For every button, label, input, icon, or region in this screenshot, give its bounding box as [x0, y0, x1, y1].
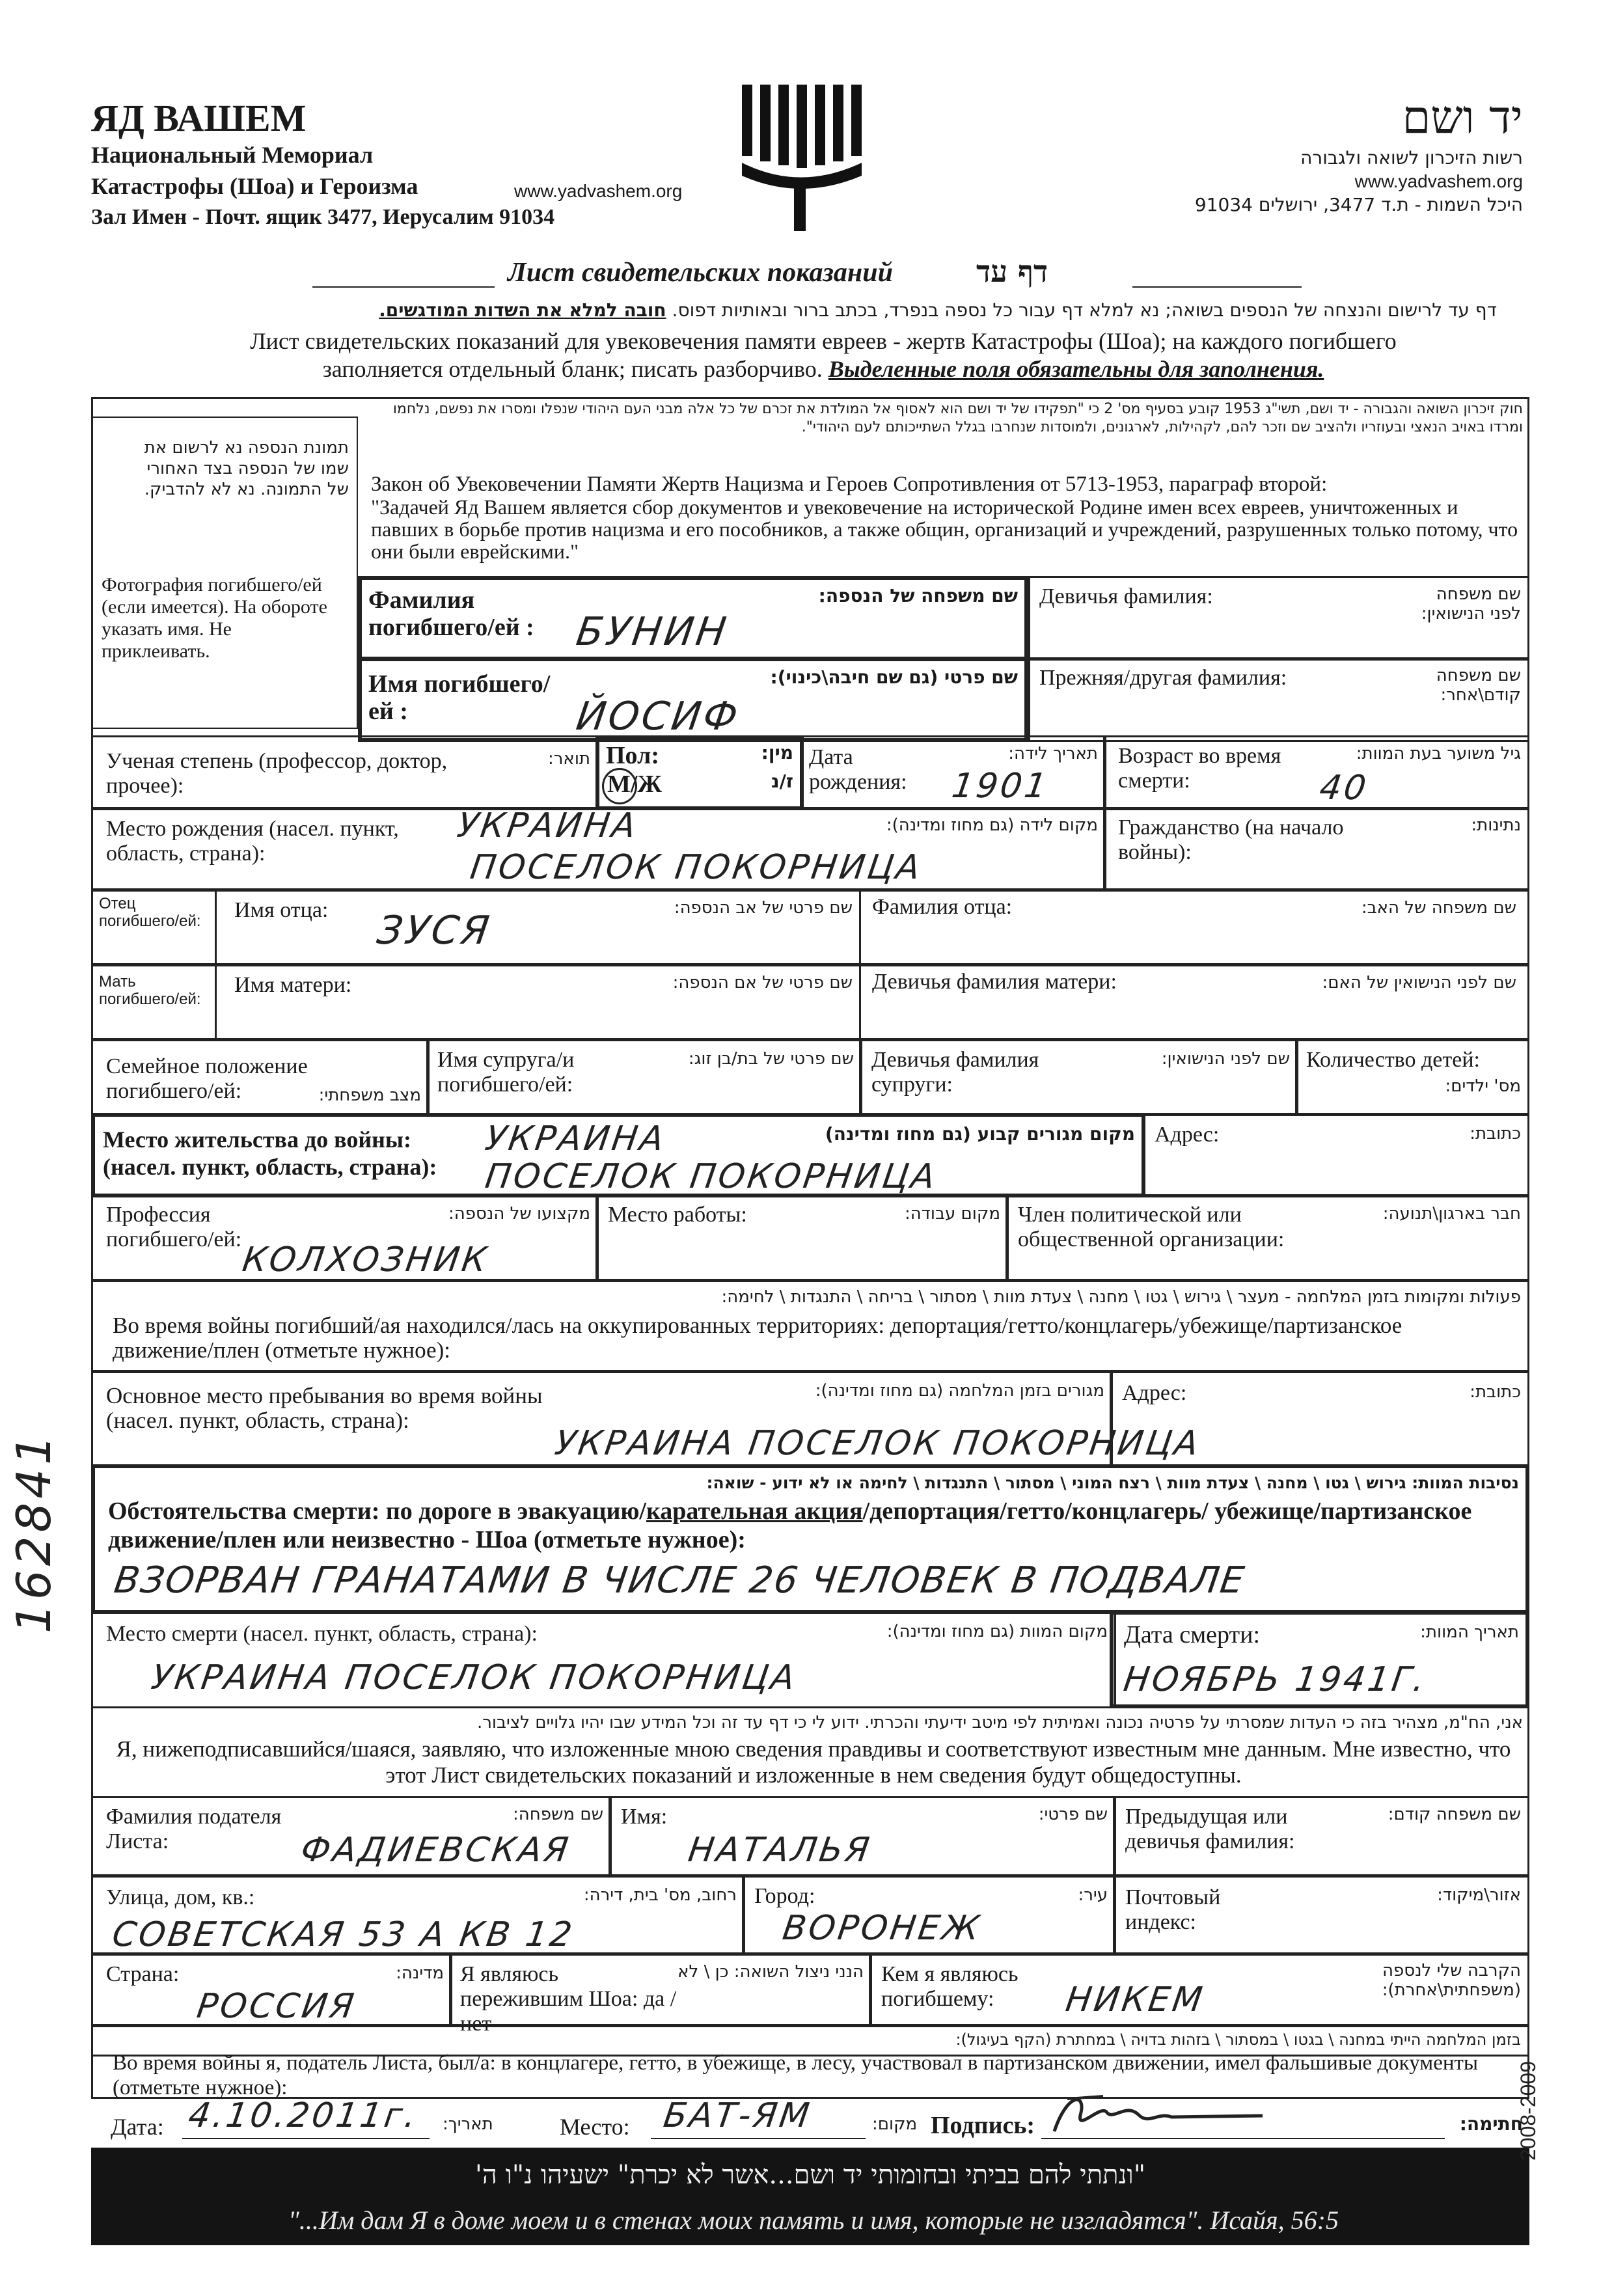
- death-place-field[interactable]: [91, 1611, 1116, 1708]
- organization-label-he: חבר בארגון\תנועה:: [1382, 1204, 1521, 1223]
- sign-date-underline: [182, 2138, 430, 2139]
- declaration-he: אני, הח"מ, מצהיר בזה כי העדות שמסרתי על פרטיה נכונה ואמיתית לפי מיטב ידיעתי והכרתי. ידוע לי כי דף עד זה וכל המידע שבו יהיו גלויים לציבור.: [476, 1713, 1523, 1732]
- wartime-he: פעולות ומקומות בזמן המלחמה - מעצר \ גירוש \ גטו \ מחנה \ צעדת מוות \ מסתור \ בריחה \ התנגדות \ לחימה:: [721, 1287, 1521, 1307]
- submitter-prev-label-he: שם משפחה קודם:: [1388, 1805, 1521, 1824]
- org-address-he: היכל השמות - ת.ד 3477, ירושלים 91034: [1194, 194, 1523, 215]
- birthplace-value-1: УКРАИНА: [454, 806, 641, 845]
- mother-divider: [215, 963, 217, 1041]
- sex-options-he: ז/נ: [771, 771, 793, 792]
- mother-name-label-he: שם פרטי של אם הנספה:: [672, 973, 853, 992]
- wartime-block[interactable]: [91, 1279, 1529, 1373]
- org-subtitle-he: רשות הזיכרון לשואה ולגבורה: [1300, 147, 1523, 169]
- death-date-field[interactable]: [1110, 1611, 1529, 1708]
- sex-selected-circle: [602, 768, 637, 804]
- street-label-he: רחוב, מס' בית, דירה:: [583, 1885, 737, 1905]
- age-value: 40: [1317, 769, 1371, 808]
- country-label-he: מדינה:: [396, 1963, 444, 1983]
- street-label-ru: Улица, дом, кв.:: [106, 1885, 255, 1909]
- title-rule-right: [1132, 286, 1302, 288]
- maiden-name-field[interactable]: [1028, 576, 1529, 661]
- maiden-label-he: שם משפחה לפני הנישואין:: [1421, 584, 1521, 623]
- organization-label-ru: Член политической или общественной организации:: [1018, 1203, 1285, 1251]
- sign-label-ru: Подпись:: [931, 2112, 1035, 2139]
- death-place-label-ru: Место смерти (насел. пункт, область, страна):: [106, 1622, 538, 1646]
- children-label-ru: Количество детей:: [1306, 1048, 1480, 1072]
- residence-label-he: מקום מגורים קבוע (גם מחוז ומדינה): [825, 1123, 1135, 1145]
- residence-address-label-ru: Адрес:: [1155, 1123, 1220, 1147]
- mother-maiden-label-ru: Девичья фамилия матери:: [872, 970, 1117, 994]
- maiden-label-ru: Девичья фамилия:: [1039, 584, 1213, 608]
- submitter-name-field[interactable]: [609, 1796, 1116, 1878]
- edition-year: 2008-2009: [1516, 2060, 1540, 2161]
- submitter-surname-label-ru: Фамилия подателя Листа:: [106, 1805, 282, 1853]
- mother-side-label: Мать погибшего/ей:: [99, 973, 201, 1008]
- death-date-label-he: תאריך המוות:: [1420, 1622, 1519, 1642]
- prev-surname-field[interactable]: [1028, 657, 1529, 742]
- relation-field[interactable]: [869, 1952, 1529, 2027]
- death-circ-value: ВЗОРВАН ГРАНАТАМИ В ЧИСЛЕ 26 ЧЕЛОВЕК В ПОДВАЛЕ: [111, 1559, 1248, 1602]
- surname-value: БУНИН: [573, 609, 732, 655]
- workplace-label-he: מקום עבודה:: [904, 1204, 1000, 1223]
- survivor-label-he: הנני ניצול השואה: כן \ לא: [677, 1962, 864, 1982]
- sign-date-label-he: תאריך:: [443, 2114, 493, 2134]
- survivor-field[interactable]: [449, 1952, 872, 2036]
- street-value: СОВЕТСКАЯ 53 А КВ 12: [109, 1915, 577, 1954]
- death-circ-ru-c: /депортация/гетто/концлагерь/ убежище/партизанское движение/плен или неизвестно - Шоа (отметьте нужное):: [108, 1497, 1472, 1553]
- photo-label-ru: Фотография погибшего/ей (если имеется). На обороте указать имя. Не приклеивать.: [102, 574, 327, 662]
- submitter-wartime-ru: Во время войны я, податель Листа, был/а: в концлагере, гетто, в убежище, в лесу, участвовал в партизанском движении, имел фальшивые документы (отметьте нужное):: [113, 2051, 1479, 2099]
- sign-place-label-he: מקום:: [872, 2114, 918, 2134]
- form-title-he: דף עד: [976, 254, 1048, 289]
- spouse-maiden-field[interactable]: [859, 1038, 1298, 1116]
- city-label-ru: Город:: [754, 1884, 815, 1908]
- wartime-place-value: УКРАИНА ПОСЕЛОК ПОКОРНИЦА: [552, 1424, 1203, 1463]
- submitter-name-value: НАТАЛЬЯ: [685, 1831, 875, 1870]
- age-label-ru: Возраст во время смерти:: [1118, 744, 1281, 793]
- death-date-value: НОЯБРЬ 1941Г.: [1121, 1660, 1430, 1699]
- sex-label-ru: Пол:: [606, 742, 660, 769]
- death-circumstances-field[interactable]: [91, 1464, 1529, 1614]
- header-left: [91, 98, 742, 233]
- submitter-surname-value: ФАДИЕВСКАЯ: [298, 1831, 573, 1870]
- footer-quote-he: "ונתתי להם בביתי ובחומותי יד ושם...אשר לא יכרת" ישעיהו נ"ו ה': [474, 2160, 1146, 2190]
- declaration-ru: Я, нижеподписавшийся/шаяся, заявляю, что изложенные мною сведения правдивы и соответствуют известным мне данным. Мне известно, что этот Лист свидетельских показаний и изложенные в нем сведения будут общедоступны.: [116, 1736, 1511, 1788]
- country-value: РОССИЯ: [194, 1987, 359, 2026]
- first-name-label-he: שם פרטי (גם שם חיבה\כינוי):: [770, 666, 1018, 688]
- country-label-ru: Страна:: [106, 1962, 180, 1986]
- submitter-city-field[interactable]: [742, 1874, 1116, 1956]
- handwritten-signature[interactable]: [1041, 2086, 1276, 2144]
- intro-he-required: חובה למלא את השדות המודגשים.: [379, 299, 666, 321]
- submitter-prev-field[interactable]: [1113, 1796, 1529, 1878]
- residence-value-2: ПОСЕЛОК ПОКОРНИЦА: [482, 1157, 940, 1196]
- law-ru-title: Закон об Увековечении Памяти Жертв Нацизма и Героев Сопротивления от 5713-1953, параграф второй:: [371, 472, 1328, 496]
- children-label-he: מס' ילדים:: [1445, 1076, 1521, 1096]
- city-value: ВОРОНЕЖ: [780, 1909, 985, 1948]
- children-count-field[interactable]: [1295, 1038, 1529, 1116]
- first-name-field[interactable]: [358, 657, 1028, 742]
- surname-label-he: שם משפחה של הנספה:: [818, 585, 1018, 607]
- death-place-value: УКРАИНА ПОСЕЛОК ПОКОРНИЦА: [148, 1658, 800, 1697]
- photo-label-he: תמונת הנספה נא לרשום את שמו של הנספה בצד האחורי של התמונה. נא לא להדביק.: [144, 438, 349, 499]
- organization-field[interactable]: [1005, 1194, 1529, 1282]
- citizenship-label-ru: Гражданство (на начало войны):: [1118, 815, 1344, 864]
- birthplace-label-he: מקום לידה (גם מחוז ומדינה):: [886, 815, 1098, 835]
- mother-mid-divider: [859, 963, 861, 1041]
- form-title-ru: Лист свидетельских показаний: [508, 258, 893, 288]
- submitter-prev-label-ru: Предыдущая или девичья фамилия:: [1125, 1805, 1295, 1853]
- submitter-name-label-ru: Имя:: [621, 1805, 668, 1829]
- father-name-value[interactable]: ЗУСЯ: [374, 908, 495, 953]
- degree-label-ru: Ученая степень (профессор, доктор, прочее):: [106, 749, 448, 798]
- sign-label-he: חתימה:: [1459, 2113, 1523, 2135]
- submitter-name-label-he: שם פרטי:: [1038, 1805, 1108, 1824]
- photo-box[interactable]: [91, 417, 358, 729]
- spouse-name-field[interactable]: [426, 1038, 862, 1116]
- wartime-address-field[interactable]: [1110, 1370, 1529, 1468]
- sex-field[interactable]: [595, 735, 804, 810]
- sign-underline: [1041, 2138, 1445, 2139]
- marital-label-he: מצב משפחתי:: [318, 1086, 421, 1105]
- citizenship-label-he: נתינות:: [1471, 815, 1521, 835]
- first-name-value: ЙОСИФ: [573, 694, 743, 739]
- submitter-street-field[interactable]: [91, 1874, 745, 1956]
- intro-ru-2-text: заполняется отдельный бланк; писать разборчиво.: [322, 356, 828, 382]
- dob-value: 1901: [949, 767, 1052, 806]
- sign-date-value[interactable]: 4.10.2011г.: [185, 2096, 421, 2135]
- prev-surname-label-he: שם משפחה קודם\אחר:: [1436, 666, 1521, 705]
- wartime-address-label-he: כתובת:: [1470, 1382, 1521, 1402]
- father-name-label-ru: Имя отца:: [234, 898, 329, 922]
- submitter-surname-label-he: שם משפחה:: [513, 1805, 603, 1824]
- header-right: [1074, 91, 1523, 217]
- relation-label-he: הקרבה שלי לנספה (משפחתית\אחרת):: [1382, 1961, 1521, 2000]
- law-ru-text: "Задачей Яд Вашем является сбор документов и увековечение на исторической Родине имен всех евреев, уничтоженных и павших в борьбе против нацизма и его пособников, а также общин, организаций и учреждений, разрушенных только потому, что они были еврейскими.": [371, 495, 1518, 563]
- submitter-surname-field[interactable]: [91, 1796, 612, 1878]
- zip-label-ru: Почтовый индекс:: [1125, 1885, 1221, 1934]
- birthplace-label-ru: Место рождения (насел. пункт, область, страна):: [106, 817, 399, 866]
- intro-ru-2-required: Выделенные поля обязательны для заполнения.: [828, 356, 1324, 382]
- title-rule-left: [312, 286, 495, 288]
- sign-place-label-ru: Место:: [560, 2114, 630, 2140]
- dob-field[interactable]: [800, 735, 1106, 810]
- spouse-maiden-label-he: שם לפני הנישואין:: [1161, 1049, 1290, 1069]
- intro-ru-2: [140, 357, 1507, 381]
- submitter-wartime-he: בזמן המלחמה הייתי במחנה \ בגטו \ במסתור \ בזהות בדויה \ במחתרת (הקף בעיגול):: [955, 2030, 1521, 2049]
- prev-surname-label-ru: Прежняя/другая фамилия:: [1039, 666, 1287, 690]
- wartime-place-label-ru: Основное место пребывания во время войны (насел. пункт, область, страна):: [106, 1383, 543, 1433]
- intro-ru-1: Лист свидетельских показаний для увековечения памяти евреев - жертв Катастрофы (Шоа); на каждого погибшего: [250, 328, 1397, 354]
- signature-row: [91, 2096, 1529, 2144]
- mother-name-label-ru: Имя матери:: [234, 973, 352, 997]
- death-place-label-he: מקום המוות (גם מחוז ומדינה):: [886, 1622, 1108, 1641]
- survivor-label-ru: Я являюсь пережившим Шоа: да / нет: [460, 1962, 677, 2036]
- father-mid-divider: [859, 888, 861, 966]
- first-name-label-ru: Имя погибшего/ей :: [368, 670, 551, 725]
- sex-options[interactable]: М/Ж: [607, 771, 662, 798]
- url-right: www.yadvashem.org: [1354, 171, 1523, 191]
- father-side-label: Отец погибшего/ей:: [99, 895, 201, 930]
- intro-he-text: דף עד לרישום והנצחה של הנספים בשואה; נא למלא דף עבור כל נספה בנפרד, בכתב ברור ובאותיות דפוס.: [672, 299, 1497, 321]
- surname-label-ru: Фамилия погибшего/ей :: [368, 586, 534, 641]
- residence-label-ru: Место жительства до войны: (насел. пункт, область, страна):: [103, 1127, 437, 1180]
- org-name-ru: ЯД ВАШЕМ: [91, 97, 307, 139]
- profession-label-ru: Профессия погибшего/ей:: [106, 1203, 242, 1251]
- dob-label-ru: Дата рождения:: [809, 745, 907, 794]
- wartime-ru: Во время войны погибший/ая находился/лась на оккупированных территориях: депортация/гетто/концлагерь/убежище/партизанское движение/плен (отметьте нужное):: [113, 1313, 1402, 1363]
- profession-value: КОЛХОЗНИК: [239, 1240, 491, 1279]
- death-date-label-ru: Дата смерти:: [1124, 1621, 1261, 1648]
- age-label-he: גיל משוער בעת המוות:: [1356, 744, 1521, 763]
- surname-field[interactable]: [358, 576, 1028, 661]
- relation-value: НИКЕМ: [1063, 1980, 1207, 2019]
- degree-field[interactable]: [91, 735, 599, 810]
- url-left: www.yadvashem.org: [514, 181, 683, 201]
- spouse-label-ru: Имя супруга/и погибшего/ей:: [437, 1048, 575, 1097]
- residence-address-label-he: כתובת:: [1470, 1124, 1521, 1143]
- margin-handwritten-number: 162841: [7, 1431, 61, 1633]
- residence-value-1: УКРАИНА: [482, 1119, 669, 1158]
- org-subtitle-2: Катастрофы (Шоа) и Героизма: [91, 173, 418, 199]
- degree-label-he: תואר:: [548, 749, 590, 769]
- profession-label-he: מקצועו של הנספה:: [448, 1204, 590, 1223]
- father-surname-label-he: שם משפחה של האב:: [1361, 898, 1516, 918]
- submitter-wartime-field[interactable]: [91, 2024, 1529, 2099]
- mother-maiden-label-he: שם לפני הנישואין של האם:: [1322, 973, 1516, 992]
- father-divider: [215, 888, 217, 966]
- marital-label-ru: Семейное положение погибшего/ей:: [106, 1054, 308, 1103]
- profession-field[interactable]: [91, 1194, 599, 1282]
- father-name-label-he: שם פרטי של אב הנספה:: [674, 898, 853, 918]
- yad-vashem-logo: [729, 78, 879, 234]
- org-name-he: יד ושם: [1402, 90, 1523, 144]
- law-he: חוק זיכרון השואה והגבורה - יד ושם, תשי"ג 1953 קובע בסעיף מס' 2 כי "תפקידו של יד ושם הוא לאסוף אל המולדת את זכרם של כל אלה מבני העם היהודי שנפלו ומסרו את נפשם, נלחמו ומרדו באויב הנאצי ובעוזריו ולהציב שם וזכר להם, לקהילות, לארגונים, ולמוסדות שנחרבו בגלל השתייכותם לעם היהודי".: [392, 401, 1523, 435]
- sign-place-underline: [651, 2138, 866, 2139]
- footer-quote-ru: "...Им дам Я в доме моем и в стенах моих память и имя, которые не изгладятся". Исайя, 56:5: [288, 2206, 1339, 2235]
- workplace-label-ru: Место работы:: [608, 1203, 747, 1227]
- age-field[interactable]: [1103, 735, 1529, 810]
- org-subtitle-1: Национальный Мемориал: [91, 142, 374, 168]
- intro-he: [130, 301, 1497, 320]
- sex-label-he: מין:: [761, 742, 793, 763]
- city-label-he: עיר:: [1078, 1885, 1108, 1905]
- death-circ-he: נסיבות המוות: גירוש \ גטו \ מחנה \ צעדת מוות \ רצח המוני \ מסתור \ התנגדות \ לחימה או לא ידוע - שואה:: [706, 1473, 1519, 1492]
- citizenship-field[interactable]: [1103, 807, 1529, 892]
- birthplace-field[interactable]: [91, 807, 1106, 892]
- residence-address-field[interactable]: [1142, 1113, 1529, 1197]
- zip-label-he: אזור\מיקוד:: [1437, 1885, 1521, 1905]
- dob-label-he: תאריך לידה:: [1008, 744, 1098, 763]
- sign-date-label-ru: Дата:: [111, 2114, 164, 2140]
- submitter-country-field[interactable]: [91, 1952, 452, 2027]
- spouse-label-he: שם פרטי של בת/בן זוג:: [688, 1049, 854, 1069]
- death-circ-ru-a: Обстоятельства смерти: по дороге в эвакуацию/: [108, 1497, 646, 1525]
- wartime-place-label-he: מגורים בזמן המלחמה (גם מחוז ומדינה):: [815, 1381, 1104, 1401]
- birthplace-value-2: ПОСЕЛОК ПОКОРНИЦА: [467, 848, 925, 887]
- marital-status-field[interactable]: [91, 1038, 430, 1116]
- footer-quote-band: [91, 2148, 1529, 2245]
- wartime-address-label-ru: Адрес:: [1122, 1381, 1187, 1405]
- submitter-zip-field[interactable]: [1113, 1874, 1529, 1956]
- death-circ-ru: [108, 1497, 1514, 1554]
- father-surname-label-ru: Фамилия отца:: [872, 895, 1013, 919]
- relation-label-ru: Кем я являюсь погибшему:: [881, 1962, 1019, 2011]
- spouse-maiden-label-ru: Девичья фамилия супруги:: [871, 1048, 1039, 1097]
- death-circ-ru-selected: карательная акция: [646, 1497, 863, 1525]
- workplace-field[interactable]: [595, 1194, 1009, 1282]
- org-address-ru: Зал Имен - Почт. ящик 3477, Иерусалим 91034: [91, 205, 555, 229]
- sign-place-value[interactable]: БАТ-ЯМ: [661, 2096, 814, 2135]
- residence-field[interactable]: [91, 1113, 1145, 1197]
